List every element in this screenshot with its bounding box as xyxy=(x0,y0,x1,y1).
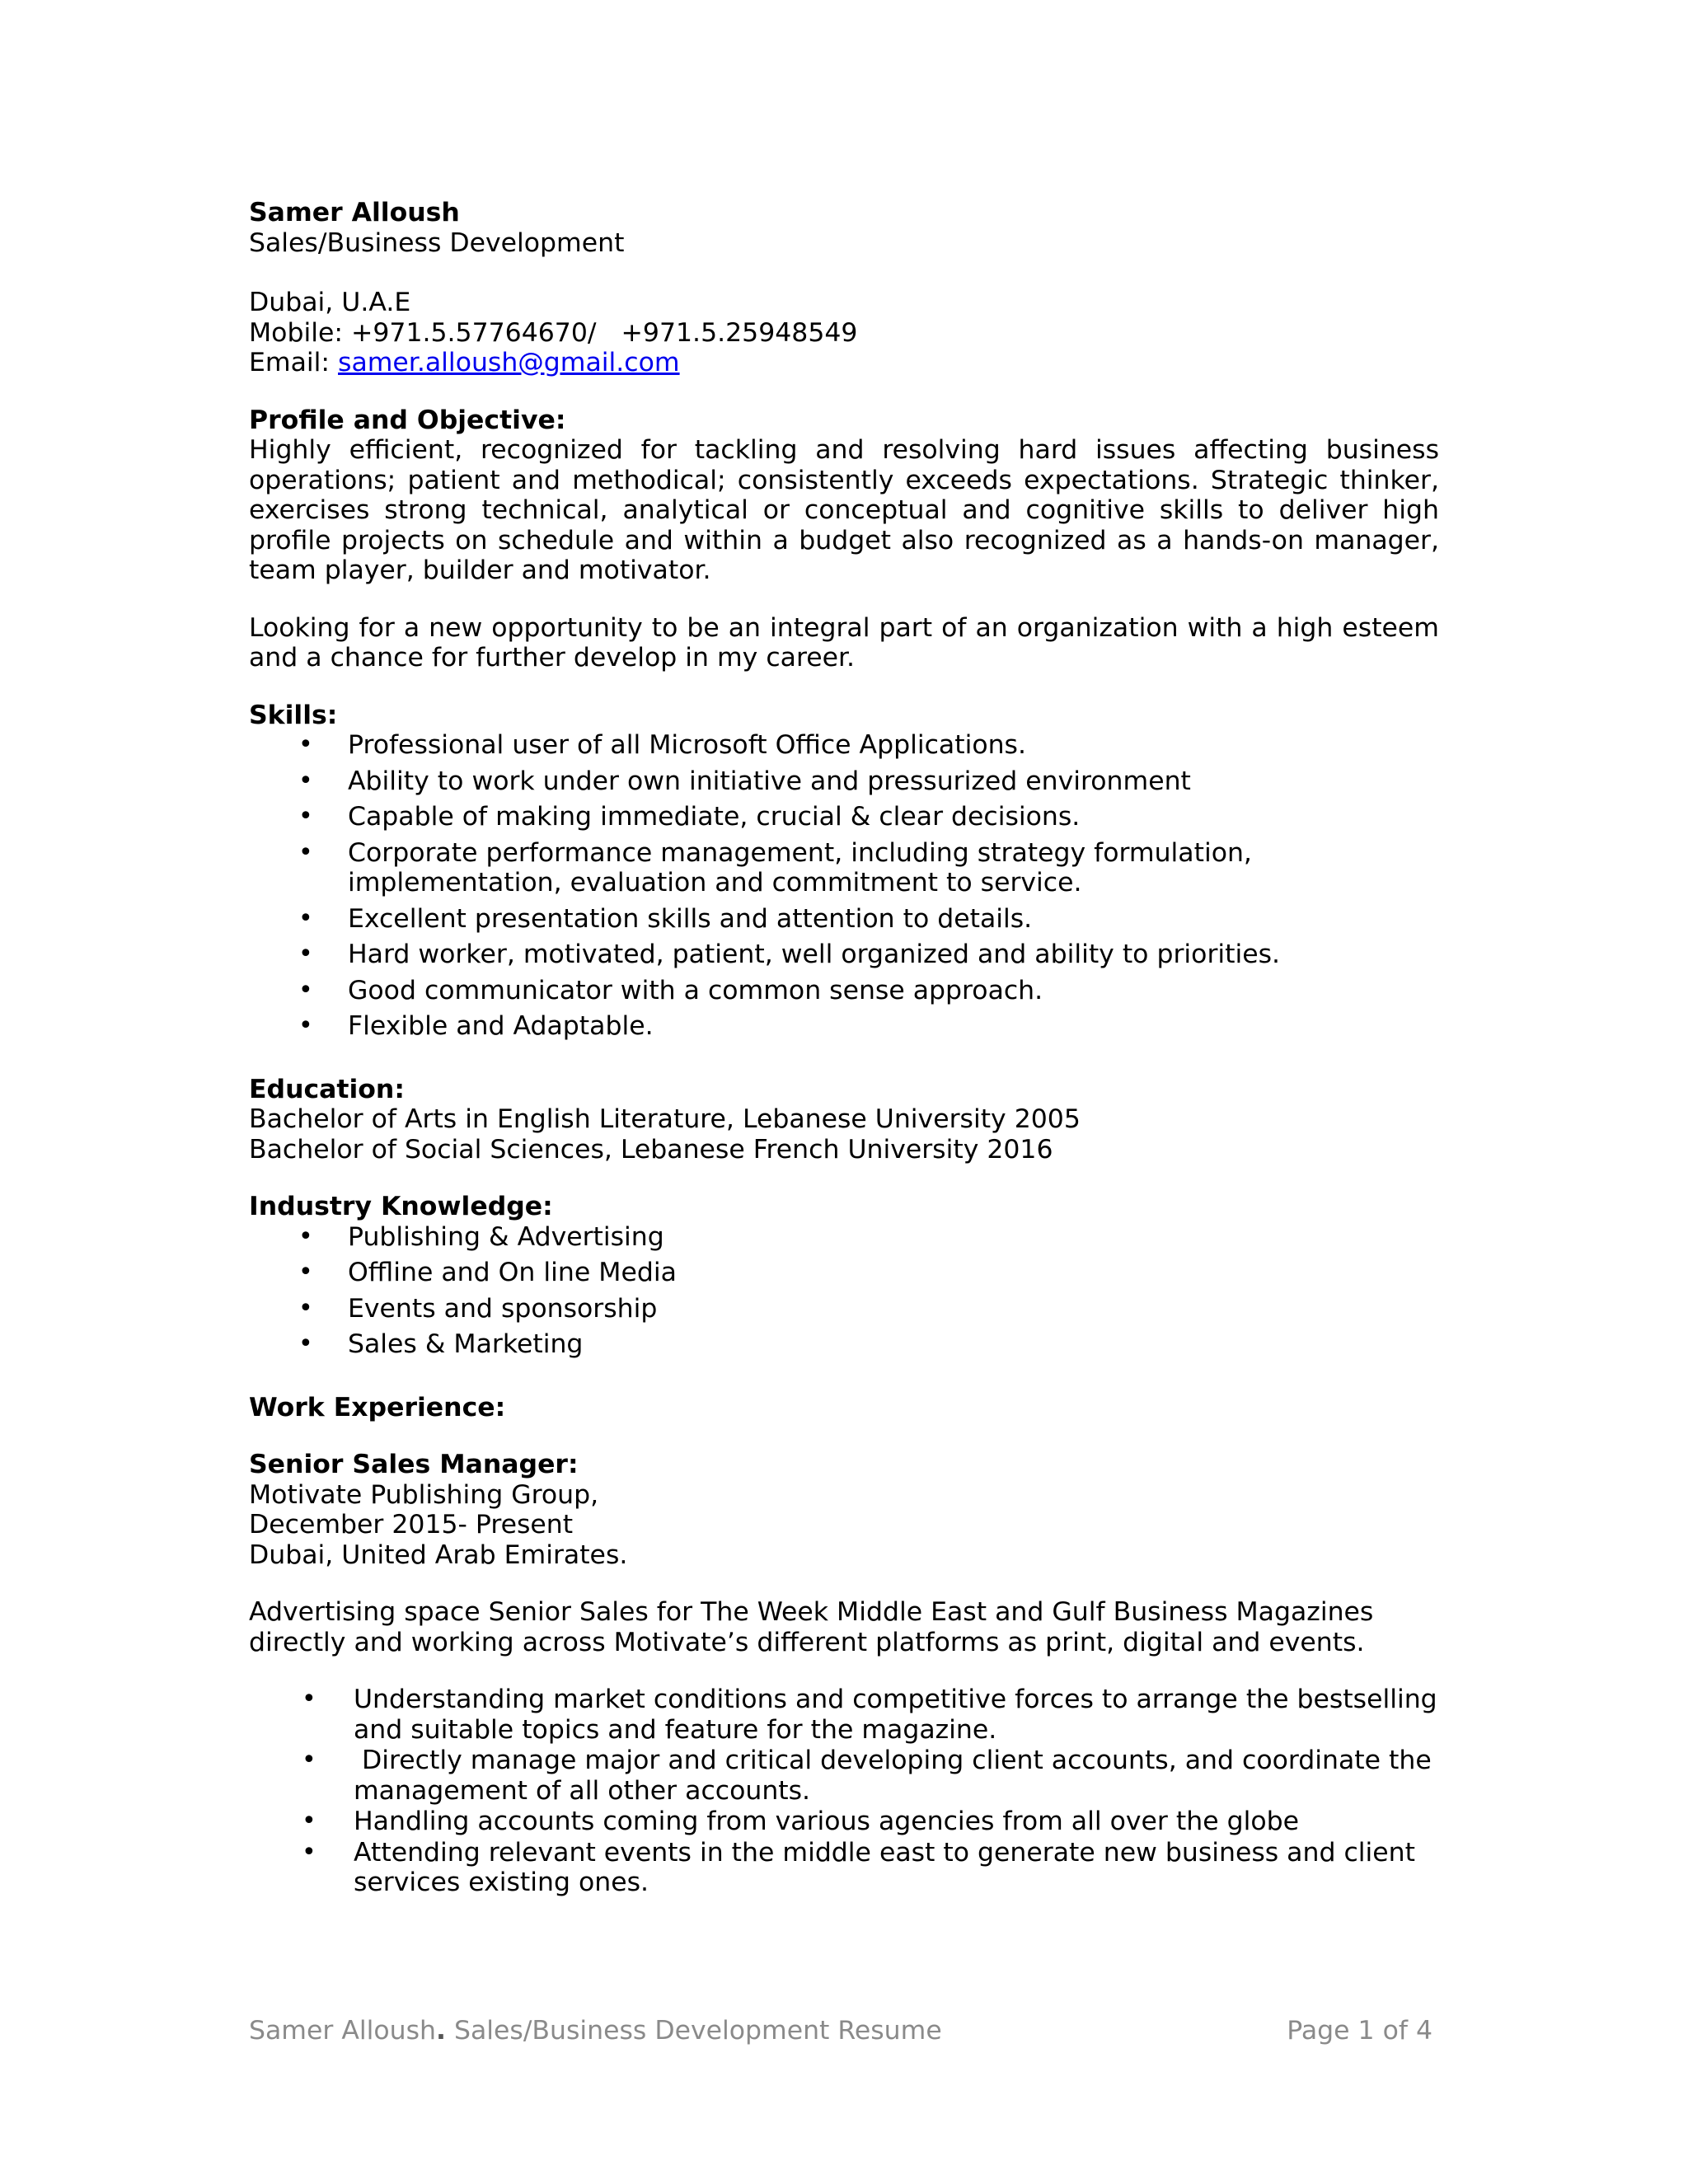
bullet-icon: • xyxy=(302,1807,316,1835)
footer-dot: . xyxy=(436,2016,446,2046)
page-footer xyxy=(249,2016,1432,2046)
work-heading: Work Experience: xyxy=(249,1392,506,1422)
email-line xyxy=(249,348,1439,378)
skills-list xyxy=(249,730,1439,1042)
list-item: • Sales & Marketing xyxy=(298,1329,584,1359)
list-item: • Capable of making immediate, crucial & clear decisions. xyxy=(298,802,1081,832)
job-location: Dubai, United Arab Emirates. xyxy=(249,1540,628,1570)
bullet-icon: • xyxy=(302,1746,316,1774)
profile-paragraph-1: Highly efficient, recognized for tackling and resolving hard issues affecting business operations; patient and methodical; consistently exceeds expectations. Strategic thinker, exercises strong technical, analytical or conceptual and cognitive skills to deliver high profile projects on schedule and within a budget also recognized as a hands-on manager, team player, builder and motivator. xyxy=(249,435,1439,585)
list-item: • Events and sponsorship xyxy=(298,1293,658,1324)
bullet-icon: • xyxy=(302,1837,316,1867)
list-item: • Directly manage major and critical developing client accounts, and coordinate the management of all other accounts. xyxy=(302,1746,1440,1806)
mobile-line xyxy=(249,318,1439,349)
bullet-icon: • xyxy=(298,1293,313,1323)
job-company: Motivate Publishing Group, xyxy=(249,1479,599,1510)
email-link[interactable]: samer.alloush@gmail.com xyxy=(338,348,680,377)
bullet-icon: • xyxy=(298,1221,313,1251)
bullet-icon: • xyxy=(298,903,313,933)
industry-list xyxy=(249,1222,1439,1360)
mobile-label: Mobile: xyxy=(249,317,343,348)
skills-heading: Skills: xyxy=(249,700,338,730)
footer-doc-title: Sales/Business Development Resume xyxy=(445,2016,942,2046)
candidate-title: Sales/Business Development xyxy=(249,227,625,258)
profile-heading: Profile and Objective: xyxy=(249,405,566,435)
footer-page-number: Page 1 of 4 xyxy=(1287,2016,1432,2046)
job-period: December 2015- Present xyxy=(249,1510,574,1540)
work-duties-list xyxy=(249,1685,1439,1898)
job-title: Senior Sales Manager: xyxy=(249,1450,579,1479)
list-item: • Excellent presentation skills and attention to details. xyxy=(298,903,1033,934)
resume-page xyxy=(249,198,1439,1899)
bullet-icon: • xyxy=(298,802,313,831)
bullet-icon: • xyxy=(302,1685,316,1713)
education-item: Bachelor of Social Sciences, Lebanese French University 2016 xyxy=(249,1134,1053,1165)
bullet-icon: • xyxy=(298,1258,313,1286)
footer-name: Samer Alloush xyxy=(249,2016,436,2046)
list-item: • Attending relevant events in the middle east to generate new business and client services existing ones. xyxy=(302,1837,1415,1897)
list-item: • Flexible and Adaptable. xyxy=(298,1011,654,1041)
bullet-icon: • xyxy=(298,837,313,867)
footer-left xyxy=(249,2016,942,2046)
bullet-icon: • xyxy=(298,940,313,968)
candidate-name: Samer Alloush xyxy=(249,198,460,227)
list-item: • Publishing & Advertising xyxy=(298,1221,664,1252)
list-item: • Hard worker, motivated, patient, well organized and ability to priorities. xyxy=(298,940,1281,969)
industry-heading: Industry Knowledge: xyxy=(249,1192,553,1221)
bullet-icon: • xyxy=(298,1329,313,1358)
bullet-icon: • xyxy=(298,1011,313,1040)
bullet-icon: • xyxy=(298,766,313,795)
bullet-icon: • xyxy=(298,975,313,1005)
list-item: • Corporate performance management, including strategy formulation, implementation, evaluation and commitment to service. xyxy=(298,837,1252,898)
email-label: Email: xyxy=(249,348,331,377)
mobile-numbers: +971.5.57764670/ +971.5.25948549 xyxy=(350,317,858,348)
education-heading: Education: xyxy=(249,1074,405,1104)
list-item: • Handling accounts coming from various agencies from all over the globe xyxy=(302,1807,1299,1836)
candidate-location: Dubai, U.A.E xyxy=(249,288,411,317)
list-item: • Ability to work under own initiative and pressurized environment xyxy=(298,766,1191,796)
list-item: • Professional user of all Microsoft Office Applications. xyxy=(298,730,1026,760)
bullet-icon: • xyxy=(298,730,313,759)
education-item: Bachelor of Arts in English Literature, Lebanese University 2005 xyxy=(249,1104,1081,1134)
job-summary: Advertising space Senior Sales for The Week Middle East and Gulf Business Magazines directly and working across Motivate’s different platforms as print, digital and events. xyxy=(249,1597,1374,1657)
profile-paragraph-2: Looking for a new opportunity to be an integral part of an organization with a high esteem and a chance for further develop in my career. xyxy=(249,612,1439,673)
list-item: • Offline and On line Media xyxy=(298,1258,677,1287)
list-item: • Good communicator with a common sense approach. xyxy=(298,975,1043,1005)
list-item: • Understanding market conditions and competitive forces to arrange the bestselling and suitable topics and feature for the magazine. xyxy=(302,1685,1437,1745)
